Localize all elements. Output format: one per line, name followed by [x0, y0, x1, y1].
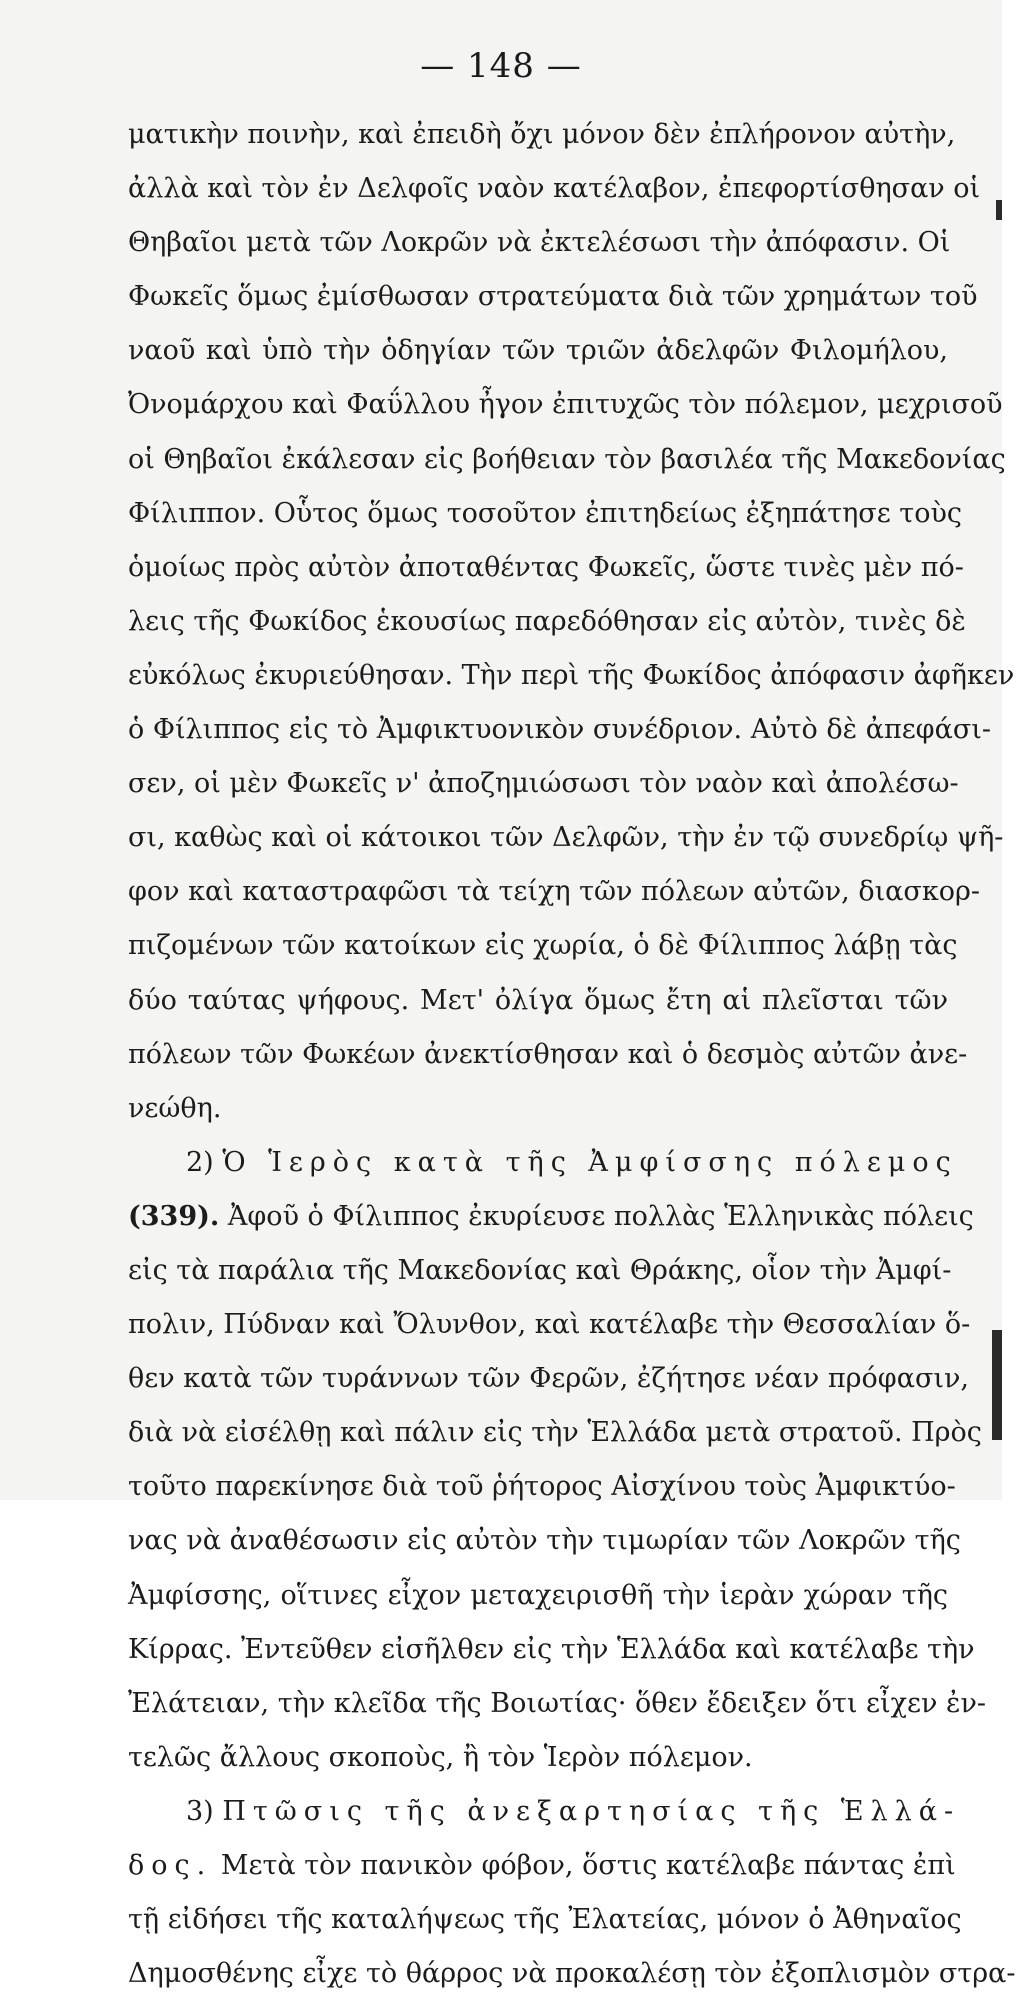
section-year: (339). — [128, 1200, 220, 1232]
text-line: πολιν, Πύδναν καὶ Ὄλυνθον, καὶ κατέλαβε τὴν Θεσσαλίαν ὅ- — [128, 1309, 971, 1341]
text-line: σι, καθὼς καὶ οἱ κάτοικοι τῶν Δελφῶν, τὴν ἐν τῷ συνεδρίῳ ψῆ- — [128, 822, 1004, 854]
text-line: διὰ νὰ εἰσέλθῃ καὶ πάλιν εἰς τὴν Ἑλλάδα μετὰ στρατοῦ. Πρὸς — [128, 1417, 982, 1449]
text-line: Θηβαῖοι μετὰ τῶν Λοκρῶν νὰ ἐκτελέσωσι τὴν ἀπόφασιν. Οἱ — [128, 227, 951, 259]
section-heading-2 — [128, 1136, 958, 1190]
text-segment: Ἀφοῦ ὁ Φίλιππος ἐκυρίευσε πολλὰς Ἑλληνικὰς πόλεις — [227, 1200, 974, 1232]
text-segment: Μετὰ τὸν πανικὸν φόβον, ὅστις κατέλαβε πάντας ἐπὶ — [220, 1850, 956, 1881]
text-line: τελῶς ἄλλους σκοποὺς, ἢ τὸν Ἱερὸν πόλεμον. — [128, 1741, 753, 1773]
text-line: τοῦτο παρεκίνησε διὰ τοῦ ῥήτορος Αἰσχίνου τοὺς Ἀμφικτύο- — [128, 1471, 956, 1503]
text-line: θεν κατὰ τῶν τυράννων τῶν Φερῶν, ἐζήτησε νέαν πρόφασιν, — [128, 1363, 969, 1395]
text-line: Φίλιππον. Οὗτος ὅμως τοσοῦτον ἐπιτηδείως ἐξηπάτησε τοὺς — [128, 497, 963, 529]
section-3-first-line — [128, 1839, 956, 1893]
text-line: Ἀμφίσσης, οἵτινες εἶχον μεταχειρισθῆ τὴν ἱερὰν χώραν τῆς — [128, 1579, 948, 1611]
section-title: Ὁ Ἱερὸς κατὰ τῆς Ἀμφίσσης πόλεμος — [222, 1146, 958, 1178]
text-line: εἰς τὰ παράλια τῆς Μακεδονίας καὶ Θράκης, οἷον τὴν Ἀμφί- — [128, 1254, 952, 1286]
text-line: πόλεων τῶν Φωκέων ἀνεκτίσθησαν καὶ ὁ δεσμὸς αὐτῶν ἀνε- — [128, 1038, 968, 1070]
text-line: φον καὶ καταστραφῶσι τὰ τείχη τῶν πόλεων αὐτῶν, διασκορ- — [128, 876, 980, 908]
text-line: λεις τῆς Φωκίδος ἑκουσίως παρεδόθησαν εἰς αὐτὸν, τινὲς δὲ — [128, 605, 966, 637]
page-number: — 148 — — [420, 46, 582, 86]
text-line: οἱ Θηβαῖοι ἐκάλεσαν εἰς βοήθειαν τὸν βασιλέα τῆς Μακεδονίας — [128, 443, 1006, 475]
text-line: ὁ Φίλιππος εἰς τὸ Ἀμφικτυονικὸν συνέδριον. Αὐτὸ δὲ ἀπεφάσι- — [128, 714, 991, 746]
body-text — [128, 108, 1016, 2001]
text-line: σεν, οἱ μὲν Φωκεῖς ν' ἀποζημιώσωσι τὸν ναὸν καὶ ἀπολέσω- — [128, 768, 959, 800]
text-line: Κίρρας. Ἐντεῦθεν εἰσῆλθεν εἰς τὴν Ἑλλάδα καὶ κατέλαβε τὴν — [128, 1633, 975, 1665]
text-line: νας νὰ ἀναθέσωσιν εἰς αὐτὸν τὴν τιμωρίαν τῶν Λοκρῶν τῆς — [128, 1525, 961, 1557]
text-line: νεώθη. — [128, 1092, 222, 1124]
text-line: εὐκόλως ἐκυριεύθησαν. Τὴν περὶ τῆς Φωκίδος ἀπόφασιν ἀφῆκεν — [128, 659, 1015, 691]
text-line: Ἐλάτειαν, τὴν κλεῖδα τῆς Βοιωτίας· ὅθεν ἔδειξεν ὅτι εἶχεν ἐν- — [128, 1687, 986, 1719]
text-line: ἀλλὰ καὶ τὸν ἐν Δελφοῖς ναὸν κατέλαβον, ἐπεφορτίσθησαν οἱ — [128, 173, 981, 205]
text-line: ναοῦ καὶ ὑπὸ τὴν ὁδηγίαν τῶν τριῶν ἀδελφῶν Φιλομήλου, — [128, 335, 948, 367]
section-2-first-line — [128, 1190, 974, 1244]
text-line: ὁμοίως πρὸς αὐτὸν ἀποταθέντας Φωκεῖς, ὥστε τινὲς μὲν πό- — [128, 551, 964, 583]
text-line: πιζομένων τῶν κατοίκων εἰς χωρία, ὁ δὲ Φίλιππος λάβῃ τὰς — [128, 930, 958, 962]
text-line: Φωκεῖς ὅμως ἐμίσθωσαν στρατεύματα διὰ τῶν χρημάτων τοῦ — [128, 281, 978, 313]
text-line: τῇ εἰδήσει τῆς καταλήψεως τῆς Ἐλατείας, μόνον ὁ Ἀθηναῖος — [128, 1904, 962, 1936]
section-number: 3) — [186, 1795, 214, 1827]
section-title: Πτῶσις τῆς ἀνεξαρτησίας τῆς Ἑλλά- — [222, 1795, 961, 1827]
page-edge-mark — [992, 1330, 1002, 1440]
section-heading-3 — [128, 1785, 961, 1839]
text-line: ματικὴν ποινὴν, καὶ ἐπειδὴ ὄχι μόνον δὲν ἐπλήρονον αὐτὴν, — [128, 119, 956, 150]
section-number: 2) — [186, 1146, 214, 1178]
text-line: δύο ταύτας ψήφους. Μετ' ὀλίγα ὅμως ἔτη αἱ πλεῖσται τῶν — [128, 984, 948, 1016]
text-line: Ὀνομάρχου καὶ Φαΰλλου ἦγον ἐπιτυχῶς τὸν πόλεμον, μεχρισοῦ — [128, 389, 1003, 421]
section-title-continued: δος. — [128, 1850, 213, 1881]
text-line: Δημοσθένης εἶχε τὸ θάρρος νὰ προκαλέσῃ τὸν ἐξοπλισμὸν στρα- — [128, 1958, 1016, 1990]
page-edge-mark — [996, 200, 1002, 220]
